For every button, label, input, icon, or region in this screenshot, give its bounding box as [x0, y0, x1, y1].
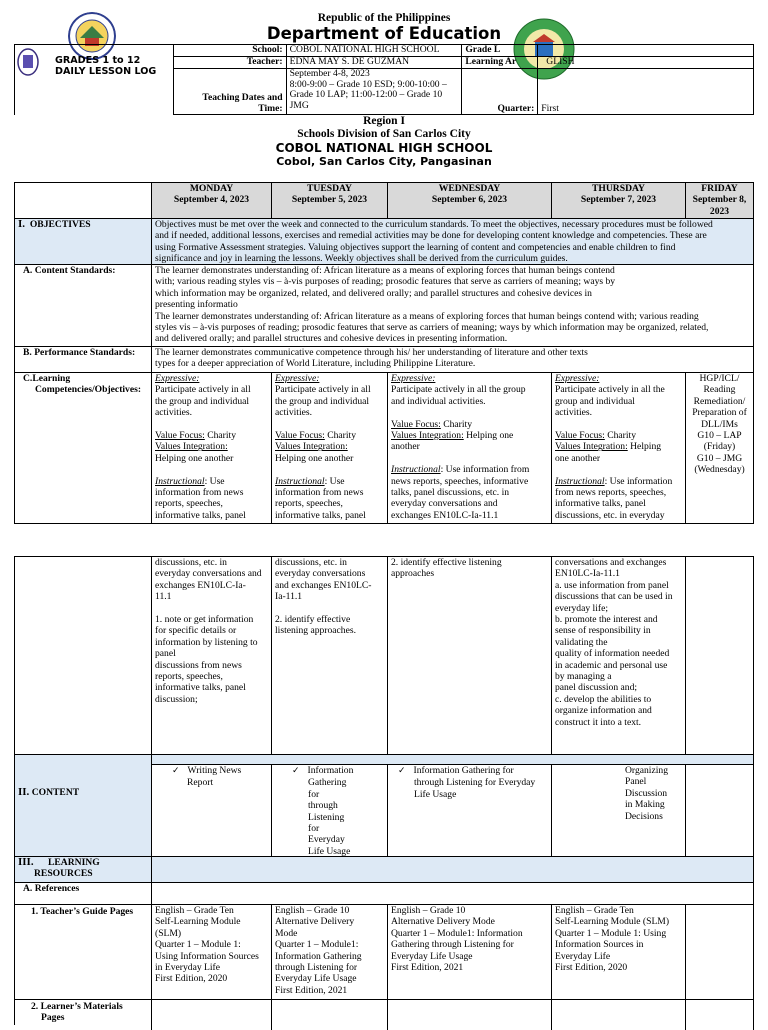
performance-standards-label: B. Performance Standards: — [15, 347, 152, 373]
department-heading: Department of Education — [266, 24, 502, 43]
content-monday: ✓ Writing News Report — [152, 765, 272, 857]
school-label: School: — [173, 45, 286, 57]
day-header-friday: FRIDAY September 8, 2023 — [686, 183, 754, 219]
dll-title: DAILY LESSON LOG — [55, 66, 157, 77]
day-header-monday: MONDAY September 4, 2023 — [152, 183, 272, 219]
continuation-wednesday: 2. identify effective listening approaches — [388, 557, 552, 755]
address-heading: Cobol, San Carlos City, Pangasinan — [276, 155, 492, 168]
school-name-heading: COBOL NATIONAL HIGH SCHOOL — [275, 141, 493, 155]
day-header-wednesday: WEDNESDAY September 6, 2023 — [388, 183, 552, 219]
learning-area-label: Learning Ar — [462, 57, 538, 69]
division-heading: Schools Division of San Carlos City — [297, 128, 471, 140]
objectives-text: Objectives must be met over the week and connected to the curriculum standards. To meet the objectives, necessary procedures must be followed and if needed, additional lessons, exercises and remedial activities may be done for developing content knowledge and competencies. These are using Formative Assessment strategies. Valuing objectives support the learning of content and competencies and enable children to find significance and joy in learning the lessons. Weekly objectives shall be derived from the curriculum guides. — [152, 219, 754, 265]
grade-level-label: Grade L — [462, 45, 538, 57]
teachers-guide-tuesday: English – Grade 10 Alternative Delivery Mode Quarter 1 – Module1: Information Gathering through Listening for Everyday Life Usage First Edition, 2021 — [272, 905, 388, 1000]
header-info-table — [14, 44, 754, 115]
references-label: A. References — [15, 883, 152, 905]
continuation-tuesday: discussions, etc. in everyday conversations and exchanges EN10LC- Ia-11.1 2. identify effective listening approaches. — [272, 557, 388, 755]
competencies-label: C.Learning Competencies/Objectives: — [15, 373, 152, 524]
competencies-friday: HGP/ICL/ Reading Remediation/ Preparation of DLL/IMs G10 – LAP (Friday) G10 – JMG (Wednesday) — [686, 373, 754, 524]
content-standards-label: A. Content Standards: — [15, 265, 152, 347]
teacher-value: EDNA MAY S. DE GUZMAN — [286, 57, 462, 69]
content-standards-text: The learner demonstrates understanding of: African literature as a means of exploring forces that human beings contend with; various reading styles vis – à-vis purposes of reading; prosodic features that serve as carriers of meaning; ways by which information may be organized, related, and delivered orally; and parallel structures and cohesive devices in presenting informatio The learner demonstrates understanding of: African literature as a means of exploring forces that human beings contend with; various reading styles vis – à-vis purposes of reading; prosodic features that serve as carriers of meaning; ways by which information may be organized, related, and delivered orally; and parallel structures and cohesive devices in presenting information. — [152, 265, 754, 347]
dates-label: Teaching Dates and Time: — [173, 69, 286, 115]
competencies-thursday: Expressive: Participate actively in all the group and individual activities. Value Focus: Charity Values Integration: Helping one another Instructional: Use information from news reports, speeches, informative talks, panel discussions, etc. in everyday — [552, 373, 686, 524]
dates-value: September 4-8, 2023 8:00-9:00 – Grade 10 ESD; 9:00-10:00 – Grade 10 LAP; 11:00-12:00 – Grade 10 JMG — [286, 69, 462, 115]
teachers-guide-label: 1. Teacher’s Guide Pages — [15, 905, 152, 1000]
day-header-thursday: THURSDAY September 7, 2023 — [552, 183, 686, 219]
continuation-thursday: conversations and exchanges EN10LC-Ia-11.1 a. use information from panel discussions that can be used in everyday life; b. promote the interest and sense of responsibility in validating the quality of information needed in academic and personal use by managing a panel discussion and; c. develop the abilities to organize information and construct it into a text. — [552, 557, 686, 755]
performance-standards-text: The learner demonstrates communicative competence through his/ her understanding of literature and other texts types for a deeper appreciation of World Literature, including Philippine Literature. — [152, 347, 754, 373]
republic-heading: Republic of the Philippines — [317, 12, 451, 24]
competencies-tuesday: Expressive: Participate actively in all the group and individual activities. Value Focus: Charity Values Integration: Helping one another Instructional: Use information from news reports, speeches, informative talks, panel — [272, 373, 388, 524]
quarter-value: First — [538, 69, 754, 115]
content-tuesday: ✓ Information Gathering for through Listening for Everyday Life Usage — [272, 765, 388, 857]
competencies-wednesday: Expressive: Participate actively in all the group and individual activities. Value Focus: Charity Values Integration: Helping one another Instructional: Use information from news reports, speeches, informative talks, panel discussions, etc. in everyday conversations and exchanges EN10LC-Ia-11.1 — [388, 373, 552, 524]
teachers-guide-thursday: English – Grade Ten Self-Learning Module (SLM) Quarter 1 – Module 1: Using Information Sources in Everyday Life First Edition, 2020 — [552, 905, 686, 1000]
content-label: II. CONTENT — [15, 755, 152, 857]
teachers-guide-monday: English – Grade Ten Self-Learning Module (SLM) Quarter 1 – Module 1: Using Information Sources in Everyday Life First Edition, 2020 — [152, 905, 272, 1000]
learning-area-value: GLISH — [538, 57, 754, 69]
teacher-label: Teacher: — [173, 57, 286, 69]
day-header-tuesday: TUESDAY September 5, 2023 — [272, 183, 388, 219]
dll-grades: GRADES 1 to 12 — [55, 55, 141, 66]
content-thursday: Organizing Panel Discussion in Making Decisions — [552, 765, 686, 857]
quarter-label: Quarter: — [462, 69, 538, 115]
lesson-grid-page1 — [14, 182, 754, 524]
learners-materials-label: 2. Learner’s Materials Pages — [15, 1000, 152, 1030]
competencies-monday: Expressive: Participate actively in all the group and individual activities. Value Focus: Charity Values Integration: Helping one another Instructional: Use information from news reports, speeches, informative talks, panel — [152, 373, 272, 524]
school-value: COBOL NATIONAL HIGH SCHOOL — [286, 45, 462, 57]
learning-resources-label: III. LEARNING RESOURCES — [15, 857, 152, 883]
content-wednesday: ✓ Information Gathering for through Listening for Everyday Life Usage — [388, 765, 552, 857]
lesson-grid-page2 — [14, 556, 754, 1025]
objectives-label: I. OBJECTIVES — [15, 219, 152, 265]
teachers-guide-wednesday: English – Grade 10 Alternative Delivery Mode Quarter 1 – Module1: Information Gathering through Listening for Everyday Life Usage First Edition, 2021 — [388, 905, 552, 1000]
continuation-monday: discussions, etc. in everyday conversations and exchanges EN10LC-Ia- 11.1 1. note or get information for specific details or information by listening to panel discussions from news reports, speeches, informative talks, panel discussion; — [152, 557, 272, 755]
region-heading: Region I — [363, 115, 405, 127]
